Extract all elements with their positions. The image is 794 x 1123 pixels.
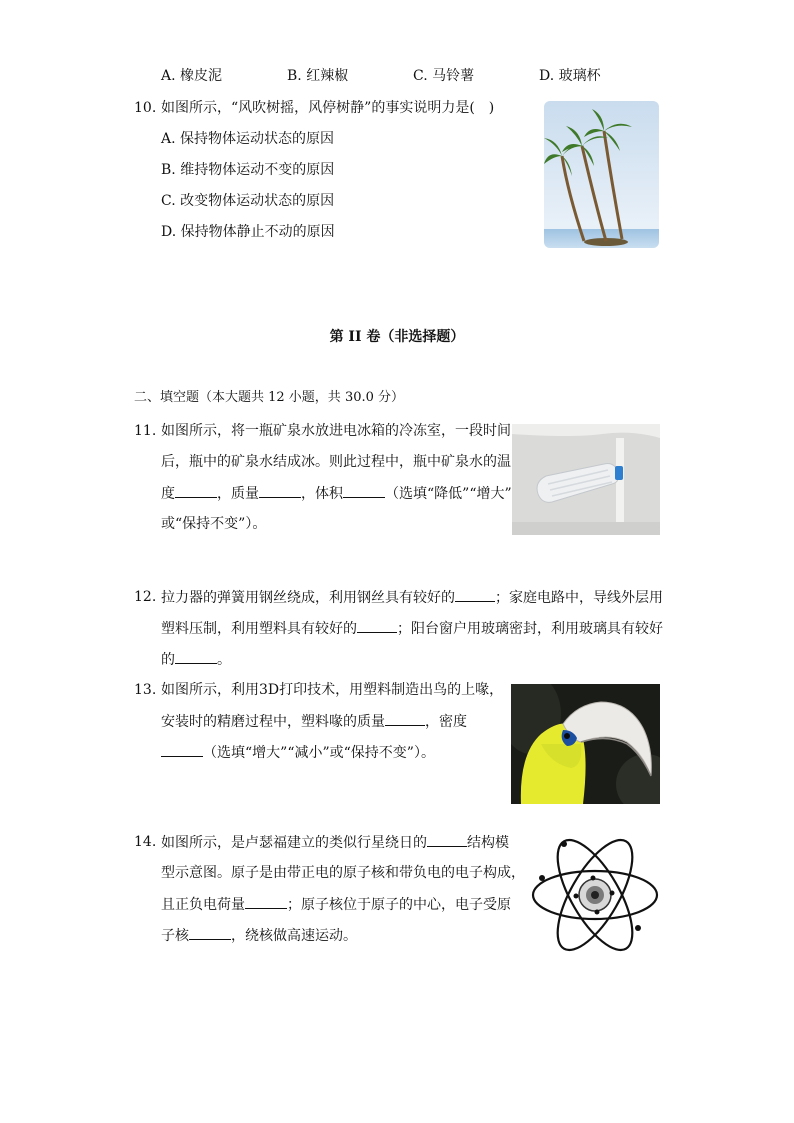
q10-option-a: A. 保持物体运动状态的原因 xyxy=(161,131,335,147)
q11-blank-mass[interactable] xyxy=(259,483,301,498)
q11-blank-volume[interactable] xyxy=(343,483,385,498)
q11-line-2: 后，瓶中的矿泉水结成冰。则此过程中，瓶中矿泉水的温 xyxy=(161,454,511,470)
q13-number: 13. xyxy=(134,682,157,698)
q13-line-3: （选填“增大”“减小”或“保持不变”）。 xyxy=(161,742,435,763)
q10-stem: 如图所示，“风吹树摇，风停树静”的事实说明力是( ) xyxy=(161,100,495,116)
q11-line-1: 如图所示，将一瓶矿泉水放进电冰箱的冷冻室，一段时间 xyxy=(161,423,511,439)
q14-number: 14. xyxy=(134,834,157,850)
frozen-bottle-image xyxy=(512,424,660,535)
q14-line-2: 型示意图。原子是由带正电的原子核和带负电的电子构成， xyxy=(161,865,525,881)
q14-line-4: 子核 ，绕核做高速运动。 xyxy=(161,925,357,946)
toucan-beak-image xyxy=(511,684,660,804)
q14-line-3: 且正负电荷量 ；原子核位于原子的中心，电子受原 xyxy=(161,894,511,915)
q12-blank-3[interactable] xyxy=(175,649,217,664)
q12-blank-2[interactable] xyxy=(357,618,397,633)
q12-number: 12. xyxy=(134,589,157,605)
q14-blank-3[interactable] xyxy=(189,925,231,940)
q11-line-3: 度 ，质量 ，体积 （选填“降低”“增大” xyxy=(161,483,512,504)
q11-blank-temperature[interactable] xyxy=(175,483,217,498)
q10-number: 10. xyxy=(134,100,157,116)
q12-line-3: 的 。 xyxy=(161,649,231,670)
q13-line-1: 如图所示，利用3D打印技术，用塑料制造出鸟的上喙， xyxy=(161,682,504,698)
q11-line-4: 或“保持不变”）。 xyxy=(161,516,267,532)
q9-option-a: A. 橡皮泥 xyxy=(161,68,223,84)
fill-in-section-heading: 二、填空题（本大题共 12 小题，共 30.0 分） xyxy=(134,390,405,405)
q9-option-b: B. 红辣椒 xyxy=(287,68,349,84)
atom-model-image xyxy=(530,836,660,954)
q10-option-c: C. 改变物体运动状态的原因 xyxy=(161,193,335,209)
part-two-title: 第 II 卷（非选择题） xyxy=(329,329,465,345)
q12-blank-1[interactable] xyxy=(455,587,495,602)
q9-option-d: D. 玻璃杯 xyxy=(539,68,601,84)
palm-trees-image xyxy=(544,101,659,248)
q9-option-c: C. 马铃薯 xyxy=(413,68,475,84)
q13-blank-density[interactable] xyxy=(161,742,203,757)
q13-blank-mass[interactable] xyxy=(385,711,425,726)
q11-number: 11. xyxy=(134,423,157,439)
q12-line-1: 拉力器的弹簧用钢丝绕成，利用钢丝具有较好的 ；家庭电路中，导线外层用 xyxy=(161,587,663,608)
q13-line-2: 安装时的精磨过程中，塑料喙的质量 ，密度 xyxy=(161,711,467,732)
q14-blank-1[interactable] xyxy=(427,832,467,847)
q12-line-2: 塑料压制，利用塑料具有较好的 ；阳台窗户用玻璃密封，利用玻璃具有较好 xyxy=(161,618,663,639)
q10-option-b: B. 维持物体运动不变的原因 xyxy=(161,162,335,178)
q14-line-1: 如图所示，是卢瑟福建立的类似行星绕日的 结构模 xyxy=(161,832,509,853)
q14-blank-2[interactable] xyxy=(245,894,287,909)
q10-option-d: D. 保持物体静止不动的原因 xyxy=(161,224,335,240)
